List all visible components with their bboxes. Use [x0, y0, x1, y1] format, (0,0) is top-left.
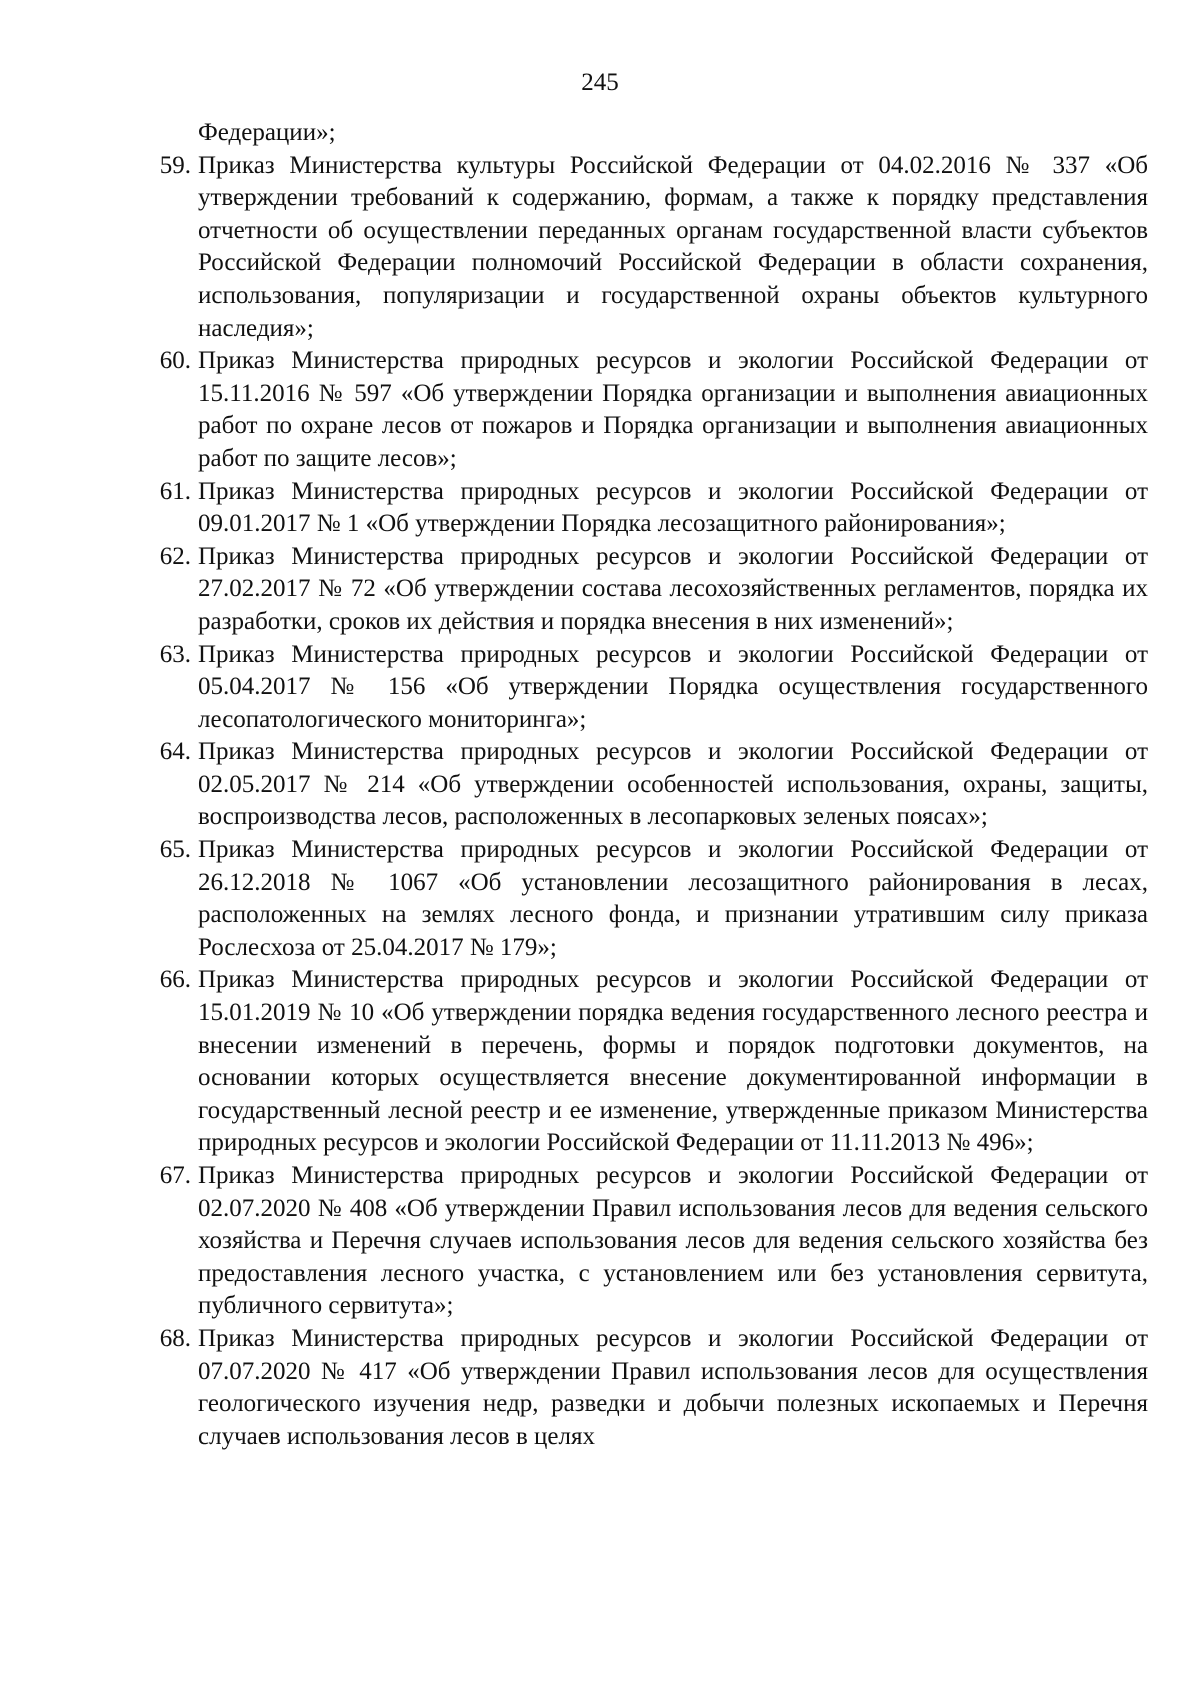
list-item-number: 61. [159, 477, 191, 505]
list-item-number: 62. [159, 542, 191, 570]
list-item-number: 59. [159, 151, 191, 179]
list-item-number: 63. [159, 640, 191, 668]
list-item-text: Приказ Министерства природных ресурсов и экологии Российской Федерации от 15.01.2019 № 10 «Об утверждении порядка ведения государственного лесного реестра и внесении изменений в перечень, формы и порядок подготовки документов, на основании которых осуществляется внесение документированной информации в государственный лесной реестр и ее изменение, утвержденные приказом Министерства природных ресурсов и экологии Российской Федерации от 11.11.2013 № 496»; [198, 966, 1148, 1157]
legal-acts-list [159, 150, 1148, 1454]
list-item [159, 345, 1148, 475]
page-number: 245 [581, 69, 619, 96]
list-item [159, 964, 1148, 1160]
list-item-text: Приказ Министерства природных ресурсов и экологии Российской Федерации от 02.07.2020 № 408 «Об утверждении Правил использования лесов для ведения сельского хозяйства и Перечня случаев использования лесов для ведения сельского хозяйства без предоставления лесного участка, с установлением или без установления сервитута, публичного сервитута»; [198, 1162, 1148, 1320]
list-item-text: Приказ Министерства природных ресурсов и экологии Российской Федерации от 05.04.2017 № 156 «Об утверждении Порядка осуществления государственного лесопатологического мониторинга»; [198, 640, 1148, 733]
list-item [159, 476, 1148, 541]
list-item [159, 1160, 1148, 1323]
list-item-number: 64. [159, 738, 191, 766]
list-item [159, 639, 1148, 737]
list-item-text: Приказ Министерства природных ресурсов и экологии Российской Федерации от 09.01.2017 № 1 «Об утверждении Порядка лесозащитного районирования»; [198, 477, 1148, 538]
list-item-text: Приказ Министерства природных ресурсов и экологии Российской Федерации от 27.02.2017 № 72 «Об утверждении состава лесохозяйственных регламентов, порядка их разработки, сроков их действия и порядка внесения в них изменений»; [198, 542, 1148, 635]
list-item [159, 150, 1148, 346]
list-item-text: Приказ Министерства природных ресурсов и экологии Российской Федерации от 26.12.2018 № 1067 «Об установлении лесозащитного районирования в лесах, расположенных на землях лесного фонда, и признании утратившим силу приказа Рослесхоза от 25.04.2017 № 179»; [198, 836, 1148, 961]
list-item-text: Приказ Министерства культуры Российской Федерации от 04.02.2016 № 337 «Об утверждении требований к содержанию, формам, а также к порядку представления отчетности об осуществлении переданных органам государственной власти субъектов Российской Федерации полномочий Российской Федерации в области сохранения, использования, популяризации и государственной охраны объектов культурного наследия»; [198, 151, 1148, 342]
list-item-number: 68. [159, 1324, 191, 1352]
list-item [159, 1323, 1148, 1453]
document-body [159, 117, 1148, 1453]
list-item-text: Приказ Министерства природных ресурсов и экологии Российской Федерации от 07.07.2020 № 417 «Об утверждении Правил использования лесов для осуществления геологического изучения недр, разведки и добычи полезных ископаемых и Перечня случаев использования лесов в целях [198, 1324, 1148, 1450]
list-item-text: Приказ Министерства природных ресурсов и экологии Российской Федерации от 15.11.2016 № 597 «Об утверждении Порядка организации и выполнения авиационных работ по охране лесов от пожаров и Порядка организации и выполнения авиационных работ по защите лесов»; [198, 347, 1148, 472]
list-item-number: 65. [159, 836, 191, 864]
continuation-text: Федерации»; [198, 119, 336, 146]
list-item-number: 60. [159, 347, 191, 375]
list-item [159, 834, 1148, 964]
list-item-number: 67. [159, 1162, 191, 1189]
list-item-text: Приказ Министерства природных ресурсов и экологии Российской Федерации от 02.05.2017 № 214 «Об утверждении особенностей использования, охраны, защиты, воспроизводства лесов, расположенных в лесопарковых зеленых поясах»; [198, 738, 1148, 831]
list-item [159, 736, 1148, 834]
list-item-number: 66. [159, 966, 191, 994]
list-item [159, 541, 1148, 639]
